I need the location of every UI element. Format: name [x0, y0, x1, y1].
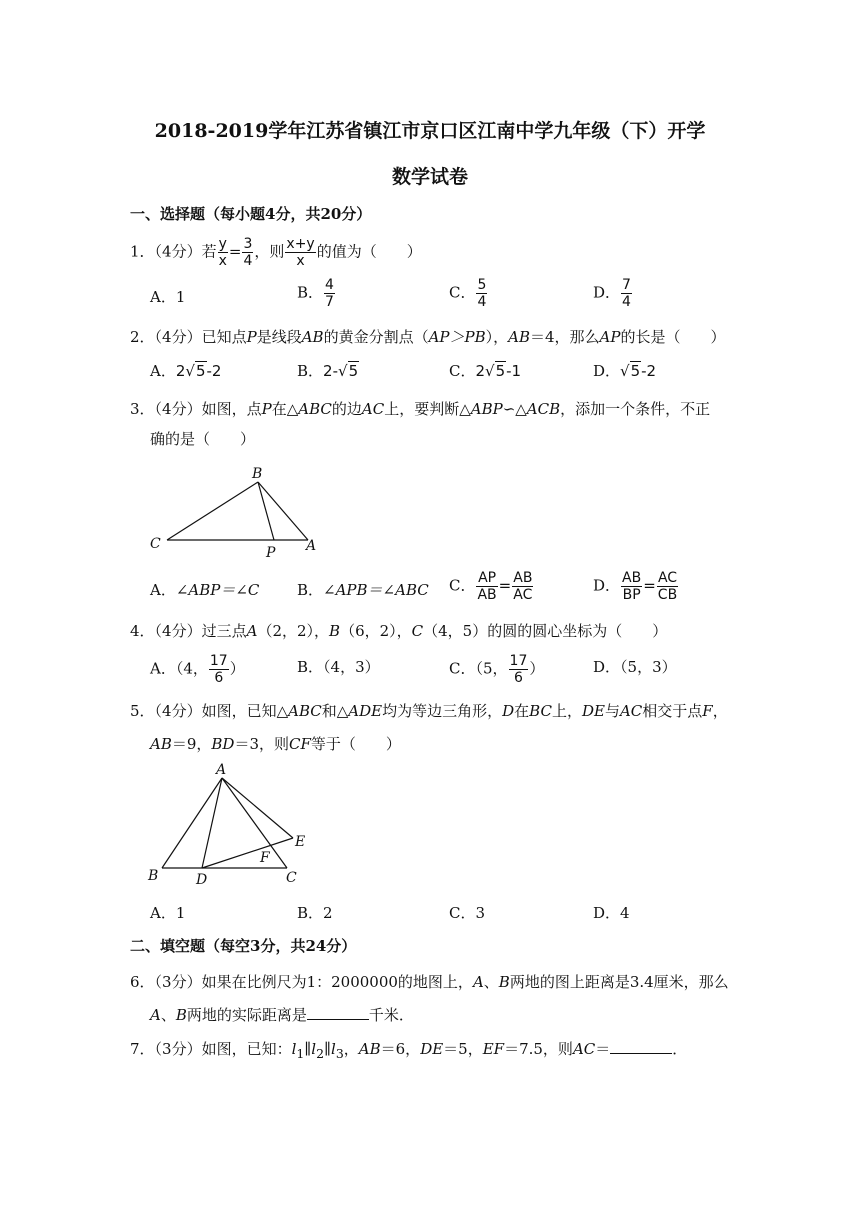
fig5-label-c: C — [286, 870, 297, 886]
q4-option-d[interactable]: D．（5，3） — [593, 658, 677, 676]
fraction-x-plus-y-over-x: $\frac{x+y}{x}$ — [286, 236, 315, 269]
q5-option-b[interactable]: B．2 — [297, 904, 333, 922]
q2-option-c[interactable]: C．2√5-1 — [449, 362, 522, 380]
fraction-y-over-x: $\frac{y}{x}$ — [218, 236, 227, 269]
question-2: 2．（4分）已知点P是线段AB的黄金分割点（AP＞PB），AB＝4，那么AP的长是（ ） — [130, 328, 726, 346]
fig3-label-b: B — [252, 466, 263, 482]
question-7: 7．（3分）如图，已知：$l_1\parallel l_2\parallel l_3$，AB＝6，DE＝5，EF＝7.5，则AC＝ ． — [130, 1040, 688, 1061]
q3-option-b[interactable]: B．∠APB＝∠ABC — [297, 581, 429, 599]
q1-option-d[interactable]: D． $\frac{7}{4}$ — [593, 277, 631, 310]
fig5-label-f: F — [260, 850, 270, 866]
q5-option-a[interactable]: A．1 — [150, 904, 186, 922]
q2-option-b[interactable]: B．2-√5 — [297, 362, 359, 380]
fig5-label-a: A — [216, 762, 227, 778]
q1-option-c[interactable]: C． $\frac{5}{4}$ — [449, 277, 487, 310]
fig5-label-e: E — [295, 834, 306, 850]
q3-option-a[interactable]: A．∠ABP＝∠C — [150, 581, 260, 599]
fig3-label-c: C — [150, 536, 161, 552]
q4-option-b[interactable]: B．（4，3） — [297, 658, 380, 676]
q2-option-a[interactable]: A．2√5-2 — [150, 362, 222, 380]
fig3-label-a: A — [306, 538, 317, 554]
q7-answer-blank[interactable] — [610, 1039, 672, 1054]
q5-option-d[interactable]: D．4 — [593, 904, 630, 922]
q1-option-b[interactable]: B． $\frac{4}{7}$ — [297, 277, 334, 310]
question-5-line1: 5．（4分）如图，已知△ABC和△ADE均为等边三角形，D在BC上，DE与AC相交于点F， — [130, 702, 728, 720]
fraction-3-over-4: $\frac{3}{4}$ — [243, 236, 253, 269]
question-3-line2: 确的是（ ） — [150, 430, 256, 448]
section-heading-fill: 二、填空题（每空3分，共24分） — [130, 937, 357, 955]
q3-triangle-figure — [145, 460, 325, 560]
fig5-label-b: B — [148, 868, 159, 884]
q3-option-c[interactable]: C． $\frac{AP}{AB}$ = $\frac{AB}{AC}$ — [449, 570, 533, 603]
q4-option-c[interactable]: C．（5， $\frac{17}{6}$ ） — [449, 653, 545, 686]
question-4: 4．（4分）过三点A（2，2），B（6，2），C（4，5）的圆的圆心坐标为（ ） — [130, 622, 668, 640]
question-1: 1．（4分）若 $\frac{y}{x}$ = $\frac{3}{4}$ ，则 $\frac{x+y}{x}$ 的值为（ ） — [130, 236, 422, 269]
q1-number: 1．（4分）若 — [130, 242, 217, 261]
page-title-line2: 数学试卷 — [391, 166, 468, 188]
q6-answer-blank[interactable] — [307, 1005, 369, 1020]
q4-option-a[interactable]: A．（4， $\frac{17}{6}$ ） — [150, 653, 245, 686]
page-title-line1: 2018-2019学年江苏省镇江市京口区江南中学九年级（下）开学 — [154, 120, 706, 142]
question-6-line2: A、B两地的实际距离是 千米． — [150, 1006, 414, 1024]
fig3-label-p: P — [266, 545, 276, 560]
question-6-line1: 6．（3分）如果在比例尺为1：2000000的地图上，A、B两地的图上距离是3.4厘米，那么 — [130, 973, 729, 991]
question-3-line1: 3．（4分）如图，点P在△ABC的边AC上，要判断△ABP∽△ACB，添加一个条件，不正 — [130, 400, 711, 418]
q2-option-d[interactable]: D．√5-2 — [593, 362, 657, 380]
section-heading-choice: 一、选择题（每小题4分，共20分） — [130, 205, 372, 223]
q5-triangle-figure — [140, 758, 320, 888]
question-5-line2: AB＝9，BD＝3，则CF等于（ ） — [150, 735, 401, 753]
fig5-label-d: D — [196, 872, 208, 888]
q5-option-c[interactable]: C．3 — [449, 904, 486, 922]
q3-option-d[interactable]: D． $\frac{AB}{BP}$ = $\frac{AC}{CB}$ — [593, 570, 678, 603]
q1-option-a[interactable]: A．1 — [150, 288, 186, 306]
